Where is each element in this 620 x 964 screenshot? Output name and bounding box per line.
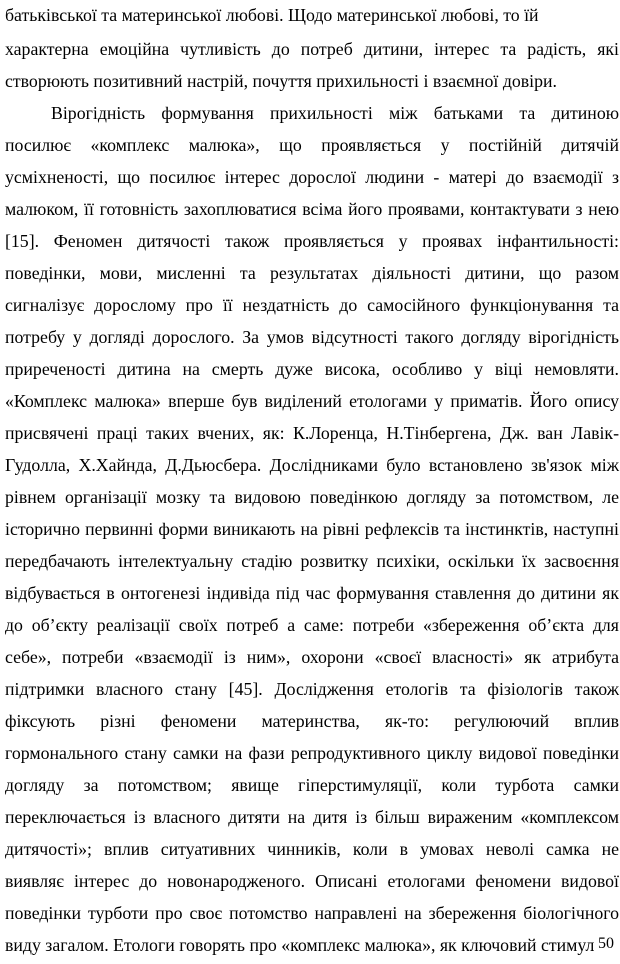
text-line: малюком, її готовність захоплюватися всіма його проявами, контактувати з нею	[5, 199, 619, 219]
text-line: батьківської та материнської любові. Щодо материнської любові, то їй	[5, 5, 539, 25]
text-line: характерна емоційна чутливість до потреб дитини, інтерес та радість, які	[5, 39, 619, 59]
text-line: себе», потреби «взаємодії із ним», охорони «своєї власності» як атрибута	[5, 647, 619, 667]
text-line: до об’єкту реалізації своїх потреб а саме: потреби «збереження об’єкта для	[5, 615, 619, 635]
text-line: посилює «комплекс малюка», що проявляється у постійній дитячій	[5, 135, 619, 155]
page-number: 50	[598, 935, 614, 952]
text-line: [15]. Феномен дитячості також проявляється у проявах інфантильності:	[5, 231, 619, 251]
text-line: Гудолла, Х.Хайнда, Д.Дьюсбера. Дослідниками було встановлено зв'язок між	[5, 455, 619, 475]
text-line: усміхненості, що посилює інтерес дорослої людини - матері до взаємодії з	[5, 167, 619, 187]
text-line: переключається із власного дитяти на дитя із більш вираженим «комплексом	[5, 807, 619, 827]
text-line: дитячості»; вплив ситуативних чинників, коли в умовах неволі самка не	[5, 839, 619, 859]
text-line: підтримки власного стану [45]. Дослідження етологів та фізіологів також	[5, 679, 619, 699]
text-line: історично первинні форми виникають на рівні рефлексів та інстинктів, наступні	[5, 519, 619, 539]
text-line: догляду за потомством; явище гіперстимуляції, коли турбота самки	[5, 775, 619, 795]
text-line: рівнем організації мозку та видовою поведінкою догляду за потомством, ле	[5, 487, 619, 507]
text-line: виявляє інтерес до новонародженого. Описані етологами феномени видової	[5, 871, 619, 891]
text-line: Вірогідність формування прихильності між батьками та дитиною	[51, 103, 619, 123]
text-line: потребу у догляді дорослого. За умов відсутності такого догляду вірогідність	[5, 327, 619, 347]
text-line: виду загалом. Етологи говорять про «комплекс малюка», як ключовий стимул	[5, 935, 595, 955]
text-line: «Комплекс малюка» вперше був виділений етологами у приматів. Його опису	[5, 391, 619, 411]
text-line: сигналізує дорослому про її нездатність до самосійного функціонування та	[5, 295, 619, 315]
text-line: створюють позитивний настрій, почуття прихильності і взаємної довіри.	[5, 71, 557, 91]
text-line: гормонального стану самки на фази репродуктивного циклу видової поведінки	[5, 743, 619, 763]
text-line: приреченості дитина на смерть дуже висока, особливо у віці немовляти.	[5, 359, 619, 379]
text-line: присвячені праці таких вчених, як: К.Лоренца, Н.Тінбергена, Дж. ван Лавік-	[5, 423, 619, 443]
text-line: поведінки, мови, мисленні та результатах діяльності дитини, що разом	[5, 263, 619, 283]
text-line: передбачають інтелектуальну стадію розвитку психіки, оскільки їх засвоєння	[5, 551, 619, 571]
text-line: відбувається в онтогенезі індивіда під час формування ставлення до дитини як	[5, 583, 619, 603]
text-line: фіксують різні феномени материнства, як-то: регулюючий вплив	[5, 711, 619, 731]
text-line: поведінки турботи про своє потомство направлені на збереження біологічного	[5, 903, 619, 923]
